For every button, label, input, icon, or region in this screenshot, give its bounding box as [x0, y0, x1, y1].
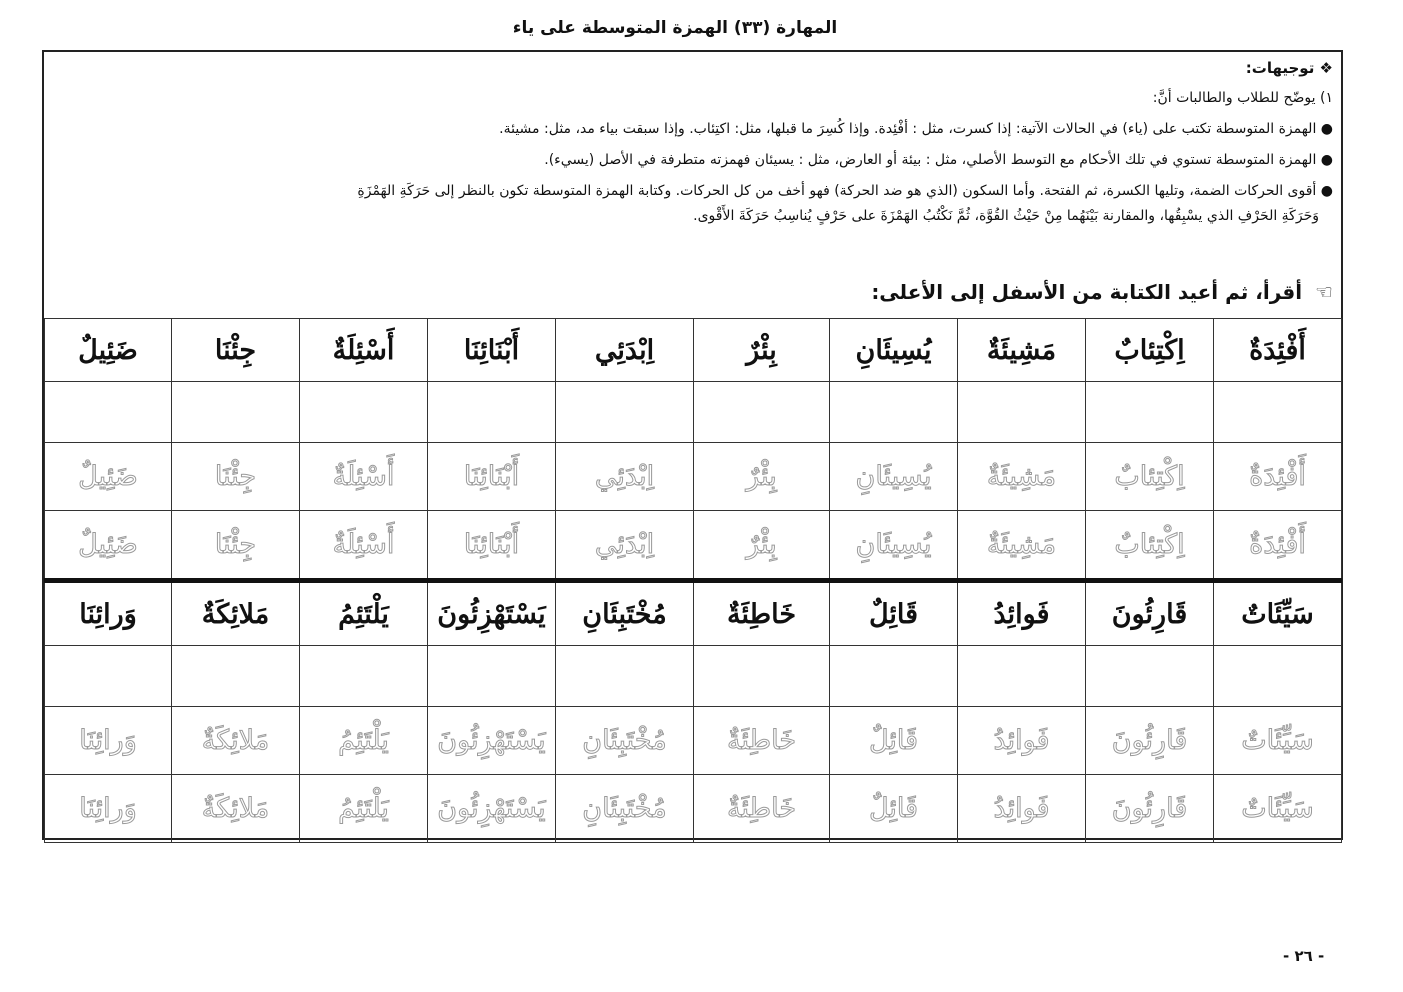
trace-cell: اِكْتِئابٌ: [1086, 443, 1214, 511]
trace-cell: مُخْتَبِئَانِ: [556, 775, 694, 843]
trace-cell: مَلائِكَةٌ: [172, 775, 300, 843]
word-row-group-1: [45, 319, 1342, 382]
word-cell: جِئْنَا: [172, 319, 300, 382]
word-cell: أَفْئِدَةٌ: [1214, 319, 1342, 382]
word-cell: قَائِلٌ: [830, 581, 958, 646]
word-cell: قَارِئُونَ: [1086, 581, 1214, 646]
trace-cell: أَبْنَائِنَا: [428, 511, 556, 581]
trace-cell: قَائِلٌ: [830, 775, 958, 843]
word-cell: ضَئِيلٌ: [45, 319, 172, 382]
trace-cell: يُسِيئَانِ: [830, 511, 958, 581]
trace-cell: يَلْتَئِمُ: [300, 707, 428, 775]
trace-row-group-2-b: [45, 775, 1342, 843]
trace-cell: مَشِيئَةٌ: [958, 443, 1086, 511]
trace-cell: يَسْتَهْزِئُونَ: [428, 707, 556, 775]
trace-cell: مَشِيئَةٌ: [958, 511, 1086, 581]
writing-cell[interactable]: [45, 382, 172, 443]
trace-cell: ضَئِيلٌ: [45, 443, 172, 511]
instruction-bullet-3-continued: وَحَرَكَةِ الحَرْفِ الذي يسْبِقُها، والمقارنة بَيْنَهُما مِنْ حَيْثُ القُوَّة، ثُمَّ نَكْتُبُ الهَمْزَةَ على حَرْفٍ يُناسِبُ حَرَكَةَ الأَقْوى.: [693, 208, 1319, 224]
instruction-bullet-2: ● الهمزة المتوسطة تستوي في تلك الأحكام مع التوسط الأصلي، مثل : بيئة أو العارض، مثل : يسيئان فهمزته متطرفة في الأصل (يسيء).: [544, 152, 1333, 168]
page-number: - ٢٦ -: [1283, 947, 1325, 965]
trace-cell: اِبْدَئِي: [556, 443, 694, 511]
writing-cell[interactable]: [300, 646, 428, 707]
trace-cell: يَسْتَهْزِئُونَ: [428, 775, 556, 843]
trace-cell: وَرائِنَا: [45, 775, 172, 843]
word-cell: مُخْتَبِئَانِ: [556, 581, 694, 646]
trace-cell: جِئْنَا: [172, 443, 300, 511]
word-cell: وَرائِنَا: [45, 581, 172, 646]
word-cell: أَسْئِلَةٌ: [300, 319, 428, 382]
word-cell: سَيِّئَاتٌ: [1214, 581, 1342, 646]
word-cell: خَاطِئَةٌ: [694, 581, 830, 646]
trace-cell: قَارِئُونَ: [1086, 707, 1214, 775]
writing-cell[interactable]: [694, 382, 830, 443]
writing-cell[interactable]: [428, 382, 556, 443]
writing-cell[interactable]: [1086, 646, 1214, 707]
writing-row-group-2: [45, 646, 1342, 707]
writing-cell[interactable]: [428, 646, 556, 707]
word-cell: يُسِيئَانِ: [830, 319, 958, 382]
writing-cell[interactable]: [556, 646, 694, 707]
writing-cell[interactable]: [172, 382, 300, 443]
writing-cell[interactable]: [172, 646, 300, 707]
trace-cell: فَوائِدُ: [958, 775, 1086, 843]
trace-cell: ضَئِيلٌ: [45, 511, 172, 581]
trace-cell: اِكْتِئابٌ: [1086, 511, 1214, 581]
instruction-bullet-3: ● أقوى الحركات الضمة، وتليها الكسرة، ثم الفتحة. وأما السكون (الذي هو ضد الحركة) فهو أخف من كل الحركات. وكتابة الهمزة المتوسطة تكون بالنظر إلى حَرَكَةِ الهَمْزَةِ: [357, 183, 1333, 199]
instruction-intro: ١) يوضّح للطلاب والطالبات أنَّ:: [1152, 90, 1333, 106]
writing-practice-table: [44, 318, 1342, 843]
writing-row-group-1: [45, 382, 1342, 443]
writing-cell[interactable]: [830, 646, 958, 707]
instruction-bullet-1: ● الهمزة المتوسطة تكتب على (ياء) في الحالات الآتية: إذا كسرت، مثل : أفْئِدة. وإذا كُسِرَ ما قبلها، مثل: اكتِئاب. وإذا سبقت بياء مد، مثل: مشيئة.: [499, 121, 1333, 137]
writing-cell[interactable]: [300, 382, 428, 443]
trace-cell: فَوائِدُ: [958, 707, 1086, 775]
trace-cell: بِئْرٌ: [694, 443, 830, 511]
word-cell: اِبْدَئِي: [556, 319, 694, 382]
instructions-heading: ❖ توجيهات:: [1245, 59, 1333, 77]
trace-cell: يَلْتَئِمُ: [300, 775, 428, 843]
trace-cell: سَيِّئَاتٌ: [1214, 707, 1342, 775]
trace-cell: يُسِيئَانِ: [830, 443, 958, 511]
word-cell: اِكْتِئابٌ: [1086, 319, 1214, 382]
exercise-title-text: أقرأ، ثم أعيد الكتابة من الأسفل إلى الأعلى:: [871, 280, 1303, 304]
word-cell: فَوائِدُ: [958, 581, 1086, 646]
trace-row-group-1-a: [45, 443, 1342, 511]
writing-cell[interactable]: [958, 646, 1086, 707]
word-cell: يَسْتَهْزِئُونَ: [428, 581, 556, 646]
exercise-heading: [871, 280, 1333, 304]
writing-cell[interactable]: [1214, 382, 1342, 443]
writing-cell[interactable]: [556, 382, 694, 443]
trace-cell: أَبْنَائِنَا: [428, 443, 556, 511]
trace-row-group-1-b: [45, 511, 1342, 581]
trace-cell: قَائِلٌ: [830, 707, 958, 775]
trace-cell: خَاطِئَةٌ: [694, 707, 830, 775]
word-cell: يَلْتَئِمُ: [300, 581, 428, 646]
writing-cell[interactable]: [830, 382, 958, 443]
trace-cell: بِئْرٌ: [694, 511, 830, 581]
word-row-group-2: [45, 581, 1342, 646]
trace-cell: أَفْئِدَةٌ: [1214, 511, 1342, 581]
trace-cell: خَاطِئَةٌ: [694, 775, 830, 843]
worksheet-box: [42, 50, 1343, 840]
trace-cell: قَارِئُونَ: [1086, 775, 1214, 843]
trace-cell: مُخْتَبِئَانِ: [556, 707, 694, 775]
word-cell: مَلائِكَةٌ: [172, 581, 300, 646]
trace-row-group-2-a: [45, 707, 1342, 775]
writing-cell[interactable]: [1214, 646, 1342, 707]
trace-cell: مَلائِكَةٌ: [172, 707, 300, 775]
trace-cell: اِبْدَئِي: [556, 511, 694, 581]
writing-cell[interactable]: [1086, 382, 1214, 443]
instructions-section: [52, 58, 1333, 237]
page-title: المهارة (٣٣) الهمزة المتوسطة على ياء: [512, 18, 838, 38]
trace-cell: أَسْئِلَةٌ: [300, 511, 428, 581]
trace-cell: سَيِّئَاتٌ: [1214, 775, 1342, 843]
writing-cell[interactable]: [958, 382, 1086, 443]
trace-cell: جِئْنَا: [172, 511, 300, 581]
hand-pointing-icon: ☜: [1315, 280, 1333, 304]
word-cell: بِئْرٌ: [694, 319, 830, 382]
trace-cell: أَفْئِدَةٌ: [1214, 443, 1342, 511]
writing-cell[interactable]: [45, 646, 172, 707]
word-cell: مَشِيئَةٌ: [958, 319, 1086, 382]
trace-cell: أَسْئِلَةٌ: [300, 443, 428, 511]
word-cell: أَبْنَائِنَا: [428, 319, 556, 382]
trace-cell: وَرائِنَا: [45, 707, 172, 775]
writing-cell[interactable]: [694, 646, 830, 707]
